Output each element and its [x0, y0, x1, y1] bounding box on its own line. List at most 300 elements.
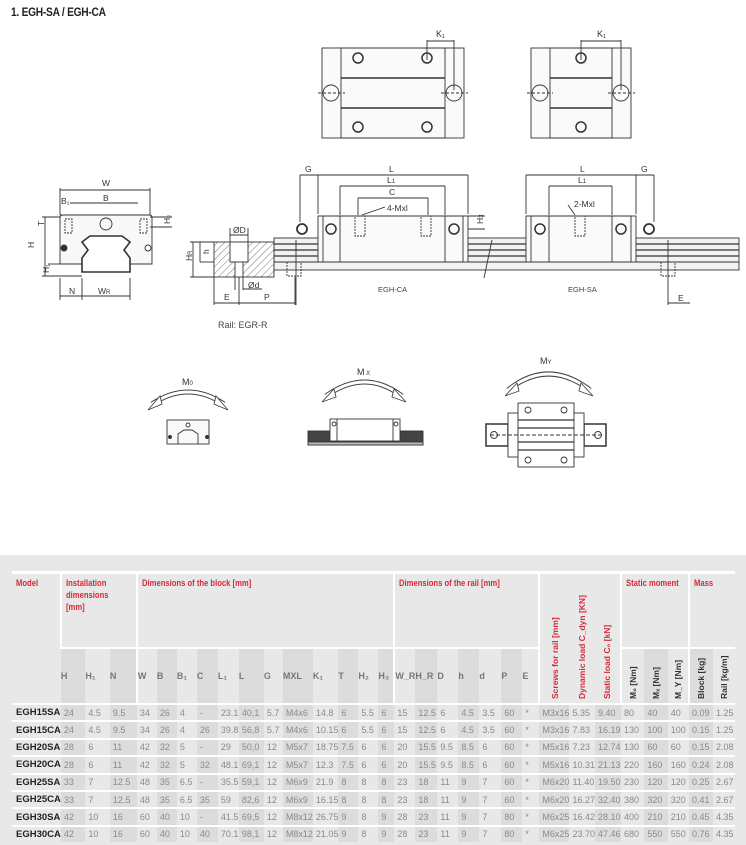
value-cell: 9.5: [110, 721, 137, 738]
svg-text:H: H: [26, 241, 36, 248]
value-cell: 5.7: [264, 704, 283, 721]
value-cell: 6: [85, 756, 110, 773]
value-cell: 23: [415, 826, 437, 842]
value-cell: 12: [264, 774, 283, 791]
header-installation: Installation dimensions [mm]: [61, 573, 137, 649]
value-cell: 20: [394, 756, 415, 773]
svg-text:K₁: K₁: [597, 29, 607, 39]
value-cell: 18.75: [313, 739, 339, 756]
value-cell: 16: [110, 808, 137, 825]
header-static-load: Static load C₀ [kN]: [595, 573, 621, 705]
svg-text:H₂: H₂: [162, 214, 172, 224]
value-cell: 6: [479, 739, 501, 756]
value-cell: 8: [358, 774, 378, 791]
value-cell: 9.40: [595, 704, 621, 721]
value-cell: 4.5: [85, 721, 110, 738]
value-cell: 42: [61, 826, 86, 842]
value-cell: 80: [501, 808, 522, 825]
moment-my-diagram: [486, 374, 606, 467]
value-cell: 5.35: [569, 704, 595, 721]
value-cell: 10: [177, 826, 197, 842]
value-cell: 5: [177, 756, 197, 773]
svg-text:N: N: [69, 286, 76, 296]
header-rail-mass: Rail [kg/m]: [713, 648, 735, 704]
value-cell: 8.5: [458, 739, 479, 756]
value-cell: M6x9: [283, 791, 313, 808]
value-cell: 18: [415, 774, 437, 791]
svg-text:L: L: [389, 164, 394, 174]
value-cell: 20: [394, 739, 415, 756]
value-cell: 230: [621, 774, 644, 791]
value-cell: 8: [338, 791, 358, 808]
value-cell: 130: [621, 739, 644, 756]
svg-text:WR: WR: [98, 286, 111, 296]
svg-text:C: C: [389, 187, 396, 197]
value-cell: 10: [177, 808, 197, 825]
value-cell: M8x12: [283, 826, 313, 842]
value-cell: 42: [137, 756, 157, 773]
value-cell: 550: [644, 826, 667, 842]
value-cell: 15.5: [415, 756, 437, 773]
value-cell: 7: [85, 791, 110, 808]
value-cell: 15.5: [415, 739, 437, 756]
value-cell: 550: [668, 826, 689, 842]
column-header-row: H H₁ N W B B₁ C L₁ L G MXL K₁ T H₂ H₃ W_R H_R D h d P E M₀ [Nm] Mₓ [Nm] M_Y [Nm] Block [kg] Rail [kg/m]: [12, 648, 735, 704]
moment-mx-diagram: [308, 382, 423, 445]
header-model: Model: [12, 573, 61, 705]
model-cell: EGH25SA: [12, 774, 61, 791]
value-cell: *: [522, 756, 539, 773]
value-cell: 33: [61, 774, 86, 791]
value-cell: 6: [338, 721, 358, 738]
value-cell: 8: [358, 808, 378, 825]
value-cell: 14.8: [313, 704, 339, 721]
value-cell: 6: [378, 721, 394, 738]
value-cell: 7: [85, 774, 110, 791]
value-cell: 9.5: [110, 704, 137, 721]
value-cell: 26: [157, 721, 177, 738]
header-static-moment: Static moment: [621, 573, 689, 649]
model-cell: EGH15SA: [12, 704, 61, 721]
value-cell: 12.5: [110, 774, 137, 791]
value-cell: 16.15: [313, 791, 339, 808]
value-cell: 5: [177, 739, 197, 756]
svg-text:h: h: [201, 249, 211, 254]
value-cell: 0.45: [689, 808, 713, 825]
value-cell: 23: [394, 774, 415, 791]
header-my: M_Y [Nm]: [668, 648, 689, 704]
header-mx: Mₓ [Nm]: [644, 648, 667, 704]
value-cell: 680: [621, 826, 644, 842]
value-cell: 6.5: [177, 774, 197, 791]
value-cell: 8: [378, 774, 394, 791]
value-cell: 16: [110, 826, 137, 842]
value-cell: 4.5: [458, 721, 479, 738]
value-cell: 56,8: [239, 721, 264, 738]
value-cell: 400: [621, 808, 644, 825]
value-cell: 60: [501, 774, 522, 791]
value-cell: 7.23: [569, 739, 595, 756]
value-cell: 5.7: [264, 721, 283, 738]
value-cell: 24: [61, 704, 86, 721]
value-cell: 130: [621, 721, 644, 738]
value-cell: M5x7: [283, 739, 313, 756]
svg-text:B₁: B₁: [61, 196, 70, 206]
value-cell: 9.5: [437, 756, 458, 773]
value-cell: 4: [177, 704, 197, 721]
value-cell: M5x16: [539, 756, 569, 773]
value-cell: 59: [218, 791, 239, 808]
value-cell: 6: [378, 756, 394, 773]
value-cell: 10.31: [569, 756, 595, 773]
value-cell: 16.19: [595, 721, 621, 738]
value-cell: 24: [61, 721, 86, 738]
value-cell: 34: [137, 721, 157, 738]
table-row: [12, 704, 735, 721]
header-block-mass: Block [kg]: [689, 648, 713, 704]
value-cell: 48.1: [218, 756, 239, 773]
value-cell: 40,1: [239, 704, 264, 721]
svg-text:E: E: [224, 292, 230, 302]
value-cell: 10: [85, 808, 110, 825]
svg-text:G: G: [641, 164, 648, 174]
value-cell: 2.08: [713, 756, 735, 773]
side-view-sa-block: [526, 175, 654, 262]
value-cell: *: [522, 774, 539, 791]
value-cell: 12.74: [595, 739, 621, 756]
value-cell: 0.24: [689, 756, 713, 773]
table-row: [12, 739, 735, 756]
value-cell: 7.83: [569, 721, 595, 738]
value-cell: 0.76: [689, 826, 713, 842]
value-cell: 9: [338, 826, 358, 842]
value-cell: 40: [668, 704, 689, 721]
value-cell: 220: [621, 756, 644, 773]
value-cell: 12.5: [415, 721, 437, 738]
value-cell: 9: [458, 791, 479, 808]
value-cell: M4x6: [283, 721, 313, 738]
header-rail: Dimensions of the rail [mm]: [394, 573, 539, 649]
header-mass: Mass: [689, 573, 735, 649]
value-cell: 80: [621, 704, 644, 721]
value-cell: 47.46: [595, 826, 621, 842]
value-cell: 12.5: [415, 704, 437, 721]
value-cell: 160: [668, 756, 689, 773]
value-cell: -: [197, 704, 218, 721]
value-cell: 50,0: [239, 739, 264, 756]
value-cell: 60: [501, 756, 522, 773]
value-cell: 160: [644, 756, 667, 773]
value-cell: 6: [378, 704, 394, 721]
value-cell: 0.15: [689, 739, 713, 756]
value-cell: 4.5: [85, 704, 110, 721]
value-cell: 9.5: [437, 739, 458, 756]
value-cell: 4.5: [458, 704, 479, 721]
value-cell: 320: [644, 791, 667, 808]
table-row: [12, 826, 735, 842]
header-block: Dimensions of the block [mm]: [137, 573, 395, 649]
model-cell: EGH30SA: [12, 808, 61, 825]
svg-text:HR: HR: [184, 250, 194, 261]
table-row: [12, 756, 735, 773]
value-cell: 48: [137, 791, 157, 808]
value-cell: 6: [358, 756, 378, 773]
value-cell: 18: [415, 791, 437, 808]
value-cell: 35: [197, 791, 218, 808]
value-cell: 33: [61, 791, 86, 808]
table-body: [12, 704, 735, 842]
svg-text:ØD: ØD: [233, 225, 246, 235]
value-cell: 98,1: [239, 826, 264, 842]
value-cell: 8.5: [458, 756, 479, 773]
value-cell: 39.8: [218, 721, 239, 738]
value-cell: 9: [338, 808, 358, 825]
value-cell: 0.41: [689, 791, 713, 808]
header-screws: Screws for rail [mm]: [539, 573, 569, 705]
value-cell: 60: [668, 739, 689, 756]
value-cell: 8: [338, 774, 358, 791]
value-cell: M6x20: [539, 791, 569, 808]
value-cell: 16.27: [569, 791, 595, 808]
svg-text:2-Mxl: 2-Mxl: [574, 199, 595, 209]
value-cell: *: [522, 808, 539, 825]
value-cell: M4x6: [283, 704, 313, 721]
svg-text:4-Mxl: 4-Mxl: [387, 203, 408, 213]
value-cell: 5.5: [358, 704, 378, 721]
value-cell: *: [522, 704, 539, 721]
value-cell: 120: [644, 774, 667, 791]
model-cell: EGH15CA: [12, 721, 61, 738]
top-view-ca: [318, 40, 468, 138]
model-cell: EGH25CA: [12, 791, 61, 808]
svg-text:K₁: K₁: [436, 29, 446, 39]
value-cell: 12: [264, 826, 283, 842]
value-cell: 7: [479, 774, 501, 791]
svg-text:Rail: EGR-R: Rail: EGR-R: [218, 320, 268, 330]
value-cell: 10.15: [313, 721, 339, 738]
value-cell: 11: [437, 808, 458, 825]
value-cell: 6: [437, 721, 458, 738]
value-cell: 380: [621, 791, 644, 808]
value-cell: 100: [668, 721, 689, 738]
value-cell: 82,6: [239, 791, 264, 808]
svg-text:H3: H3: [475, 214, 485, 224]
table-row: [12, 721, 735, 738]
value-cell: 35: [157, 791, 177, 808]
table-row: [12, 791, 735, 808]
value-cell: 15: [394, 704, 415, 721]
value-cell: 0.25: [689, 774, 713, 791]
value-cell: 40: [157, 808, 177, 825]
value-cell: 11: [110, 756, 137, 773]
value-cell: 9: [458, 808, 479, 825]
value-cell: 42: [61, 808, 86, 825]
value-cell: 35.5: [218, 774, 239, 791]
value-cell: 320: [668, 791, 689, 808]
value-cell: 32: [197, 756, 218, 773]
value-cell: 10: [85, 826, 110, 842]
model-cell: EGH20SA: [12, 739, 61, 756]
svg-text:MY: MY: [540, 356, 552, 366]
value-cell: -: [197, 774, 218, 791]
value-cell: 32: [157, 739, 177, 756]
value-cell: 28: [61, 739, 86, 756]
value-cell: 6: [358, 739, 378, 756]
value-cell: 0.15: [689, 721, 713, 738]
value-cell: 48: [137, 774, 157, 791]
value-cell: M5x16: [539, 739, 569, 756]
value-cell: M6x9: [283, 774, 313, 791]
value-cell: 41.5: [218, 808, 239, 825]
svg-text:H₁: H₁: [41, 263, 51, 273]
value-cell: 21.05: [313, 826, 339, 842]
svg-text:EGH-SA: EGH-SA: [568, 285, 597, 294]
model-cell: EGH30CA: [12, 826, 61, 842]
value-cell: M6x20: [539, 774, 569, 791]
value-cell: 21.9: [313, 774, 339, 791]
value-cell: 2.08: [713, 739, 735, 756]
value-cell: 12.5: [110, 791, 137, 808]
svg-text:L1: L1: [387, 175, 396, 185]
value-cell: 6: [378, 739, 394, 756]
value-cell: 12: [264, 791, 283, 808]
value-cell: 34: [137, 704, 157, 721]
svg-text:Ød: Ød: [248, 280, 260, 290]
value-cell: *: [522, 791, 539, 808]
value-cell: 4.35: [713, 826, 735, 842]
value-cell: *: [522, 826, 539, 842]
value-cell: 9: [458, 826, 479, 842]
value-cell: 6: [479, 756, 501, 773]
value-cell: 80: [501, 826, 522, 842]
value-cell: M6x25: [539, 826, 569, 842]
value-cell: 35: [157, 774, 177, 791]
header-m0: M₀ [Nm]: [621, 648, 644, 704]
value-cell: 3.5: [479, 704, 501, 721]
value-cell: 60: [501, 791, 522, 808]
svg-text:EGH-CA: EGH-CA: [378, 285, 408, 294]
value-cell: 6.5: [177, 791, 197, 808]
value-cell: 32.40: [595, 791, 621, 808]
svg-text:W: W: [102, 178, 111, 188]
value-cell: 4: [177, 721, 197, 738]
table-row: [12, 774, 735, 791]
value-cell: 6: [437, 704, 458, 721]
model-cell: EGH20CA: [12, 756, 61, 773]
value-cell: M3x16: [539, 721, 569, 738]
value-cell: 120: [668, 774, 689, 791]
value-cell: 8: [378, 791, 394, 808]
value-cell: 59,1: [239, 774, 264, 791]
moment-m0-diagram: [148, 392, 228, 444]
value-cell: 7: [479, 826, 501, 842]
value-cell: 3.5: [479, 721, 501, 738]
value-cell: 7: [479, 791, 501, 808]
value-cell: *: [522, 721, 539, 738]
specification-table: [12, 571, 735, 842]
value-cell: 23.70: [569, 826, 595, 842]
value-cell: 70.1: [218, 826, 239, 842]
page-title: 1. EGH-SA / EGH-CA: [11, 5, 106, 19]
value-cell: 28.10: [595, 808, 621, 825]
value-cell: 9: [458, 774, 479, 791]
value-cell: M3x16: [539, 704, 569, 721]
value-cell: 2.67: [713, 791, 735, 808]
svg-text:L1: L1: [578, 175, 587, 185]
value-cell: 1.25: [713, 721, 735, 738]
value-cell: 15: [394, 721, 415, 738]
value-cell: 21.13: [595, 756, 621, 773]
value-cell: 60: [501, 704, 522, 721]
value-cell: 6: [85, 739, 110, 756]
value-cell: 11.40: [569, 774, 595, 791]
value-cell: 8: [358, 826, 378, 842]
value-cell: 26: [157, 704, 177, 721]
value-cell: 9: [378, 826, 394, 842]
value-cell: M5x7: [283, 756, 313, 773]
svg-text:B: B: [103, 193, 109, 203]
header-dynamic-load: Dynamic load C_dyn [KN]: [569, 573, 595, 705]
table-row: [12, 808, 735, 825]
value-cell: 40: [197, 826, 218, 842]
value-cell: 16.42: [569, 808, 595, 825]
value-cell: 60: [501, 739, 522, 756]
value-cell: 7.5: [338, 756, 358, 773]
svg-text:M X: M X: [357, 367, 371, 377]
value-cell: 100: [644, 721, 667, 738]
value-cell: 11: [437, 791, 458, 808]
svg-text:P: P: [264, 292, 270, 302]
value-cell: 60: [501, 721, 522, 738]
value-cell: 7.5: [338, 739, 358, 756]
value-cell: 6: [338, 704, 358, 721]
value-cell: 0.09: [689, 704, 713, 721]
value-cell: *: [522, 739, 539, 756]
value-cell: 12: [264, 808, 283, 825]
value-cell: -: [197, 739, 218, 756]
value-cell: 12: [264, 756, 283, 773]
value-cell: 7: [479, 808, 501, 825]
svg-text:E: E: [678, 293, 684, 303]
value-cell: 4.35: [713, 808, 735, 825]
top-view-sa: [527, 40, 635, 138]
value-cell: 12.3: [313, 756, 339, 773]
value-cell: -: [197, 808, 218, 825]
value-cell: 60: [137, 826, 157, 842]
value-cell: 11: [110, 739, 137, 756]
value-cell: 11: [437, 826, 458, 842]
value-cell: 210: [644, 808, 667, 825]
value-cell: 1.25: [713, 704, 735, 721]
value-cell: 5.5: [358, 721, 378, 738]
value-cell: 28: [394, 808, 415, 825]
svg-text:M0: M0: [182, 377, 193, 387]
value-cell: 69,1: [239, 756, 264, 773]
value-cell: 28: [394, 826, 415, 842]
value-cell: 19.50: [595, 774, 621, 791]
value-cell: M8x12: [283, 808, 313, 825]
value-cell: 2.67: [713, 774, 735, 791]
value-cell: 32: [157, 756, 177, 773]
value-cell: 69,5: [239, 808, 264, 825]
value-cell: 23.1: [218, 704, 239, 721]
value-cell: 12: [264, 739, 283, 756]
value-cell: 40: [157, 826, 177, 842]
value-cell: 26: [197, 721, 218, 738]
value-cell: 42: [137, 739, 157, 756]
value-cell: 9: [378, 808, 394, 825]
value-cell: 29: [218, 739, 239, 756]
